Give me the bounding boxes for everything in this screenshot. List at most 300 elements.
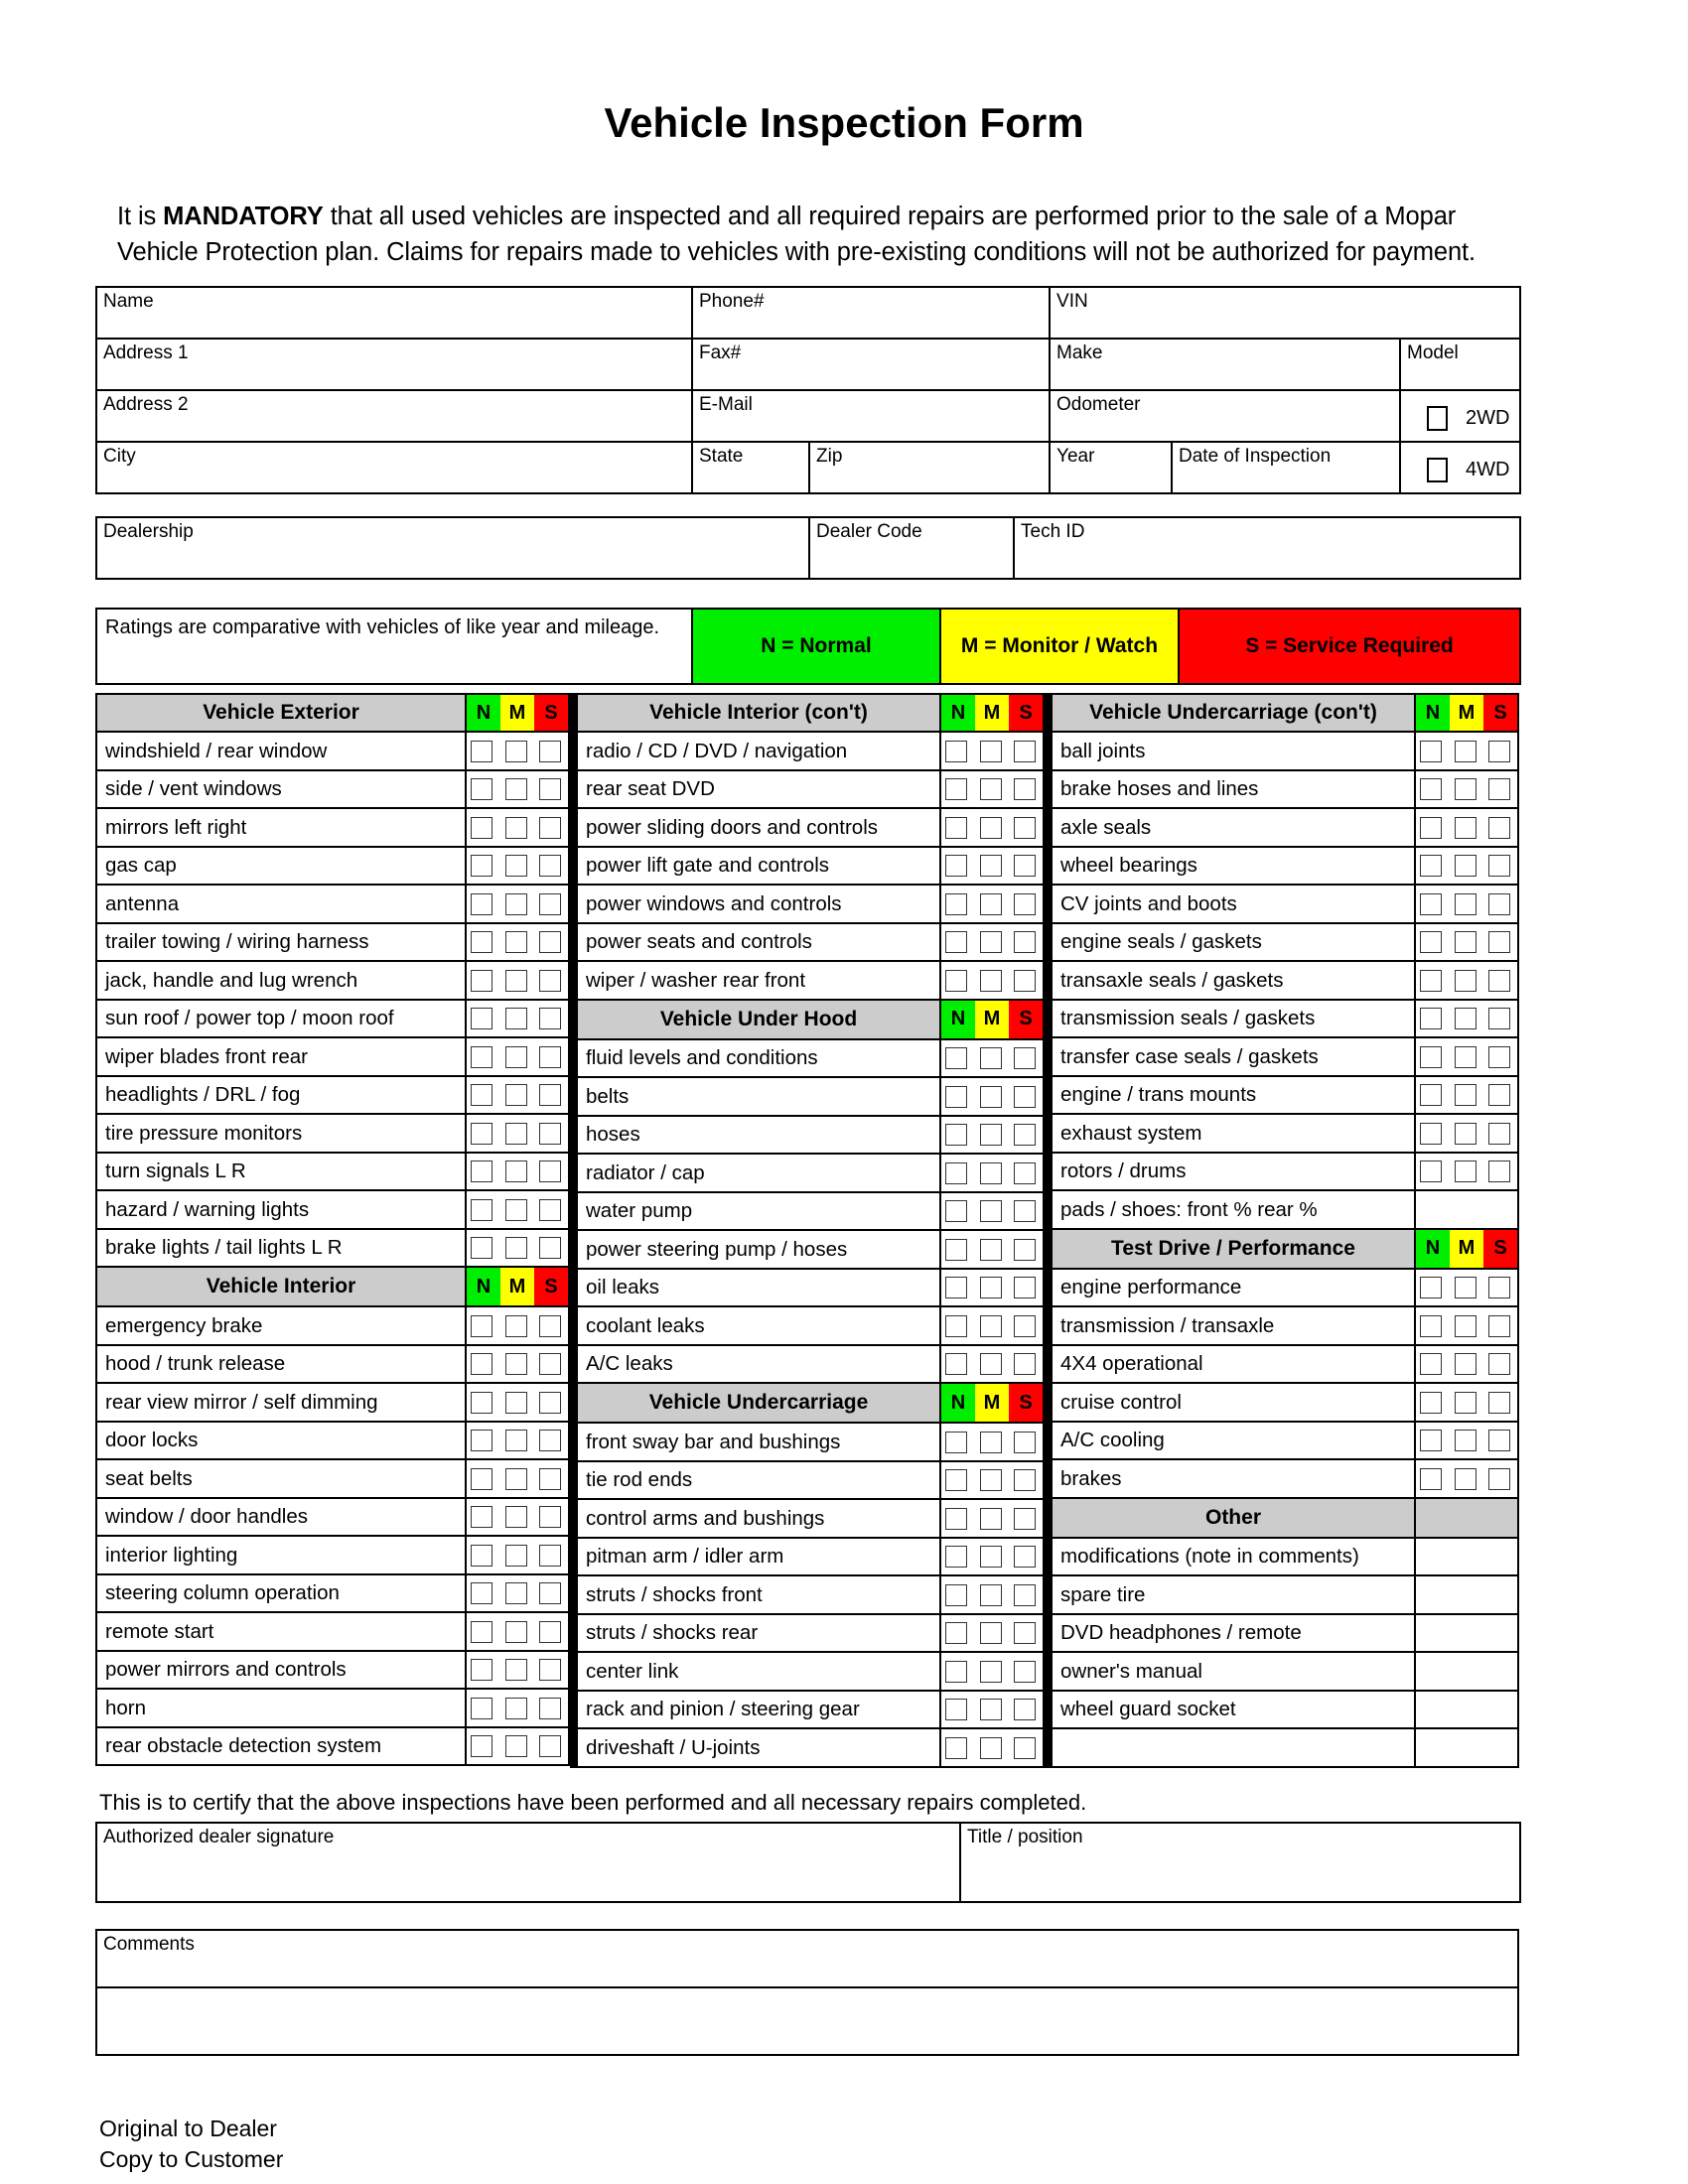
field-vin[interactable]: VIN — [1050, 287, 1520, 339]
checkbox-rating-n[interactable] — [1420, 817, 1442, 839]
checkbox-rating-s[interactable] — [539, 1237, 561, 1259]
inspection-item-checkboxes — [1416, 1729, 1519, 1766]
checkbox-rating-s[interactable] — [539, 931, 561, 953]
checkbox-rating-n[interactable] — [945, 1546, 967, 1568]
checkbox-rating-n[interactable] — [471, 931, 492, 953]
checkbox-rating-s[interactable] — [1014, 931, 1036, 953]
checkbox-rating-s[interactable] — [1488, 1046, 1510, 1068]
checkbox-rating-n[interactable] — [1420, 1277, 1442, 1298]
checkbox-rating-s[interactable] — [1488, 931, 1510, 953]
field-make[interactable]: Make — [1050, 339, 1400, 390]
checkbox-rating-n[interactable] — [471, 1123, 492, 1145]
inspection-item-row — [95, 924, 570, 963]
inspection-item-row — [1051, 1576, 1519, 1615]
checkbox-rating-s[interactable] — [539, 970, 561, 992]
checkbox-rating-m[interactable] — [1455, 1430, 1477, 1451]
checkbox-4wd[interactable] — [1427, 458, 1448, 482]
checkbox-rating-n[interactable] — [945, 1584, 967, 1606]
inspection-item-label: rear seat DVD — [576, 771, 941, 808]
checkbox-rating-s[interactable] — [1014, 1200, 1036, 1222]
checkbox-rating-m[interactable] — [505, 893, 527, 915]
checkbox-rating-m[interactable] — [505, 778, 527, 800]
checkbox-rating-s[interactable] — [539, 1315, 561, 1337]
checkbox-rating-s[interactable] — [1488, 1277, 1510, 1298]
checkbox-rating-m[interactable] — [505, 1084, 527, 1106]
checkbox-rating-m[interactable] — [505, 1237, 527, 1259]
checkbox-rating-n[interactable] — [471, 1545, 492, 1567]
checkbox-rating-n[interactable] — [1420, 1430, 1442, 1451]
checkbox-rating-n[interactable] — [471, 1237, 492, 1259]
inspection-item-checkboxes — [467, 1499, 570, 1536]
checkbox-rating-n[interactable] — [945, 1622, 967, 1644]
inspection-item-label: power sliding doors and controls — [576, 809, 941, 846]
checkbox-rating-m[interactable] — [505, 1160, 527, 1182]
rating-header-s: S — [534, 695, 568, 731]
inspection-item-checkboxes — [941, 1692, 1045, 1728]
checkbox-rating-n[interactable] — [945, 931, 967, 953]
checkbox-rating-m[interactable] — [505, 855, 527, 877]
checkbox-rating-s[interactable] — [539, 1084, 561, 1106]
checkbox-rating-m[interactable] — [980, 1469, 1002, 1491]
checkbox-rating-n[interactable] — [945, 1661, 967, 1683]
inspection-item-label: rear obstacle detection system — [95, 1728, 467, 1765]
field-state[interactable]: State — [692, 442, 809, 493]
field-comments[interactable]: Comments — [96, 1930, 1518, 1987]
checkbox-rating-s[interactable] — [539, 1008, 561, 1029]
checkbox-rating-m[interactable] — [980, 1622, 1002, 1644]
checkbox-rating-n[interactable] — [1420, 778, 1442, 800]
inspection-item-checkboxes — [1416, 733, 1519, 769]
checkbox-rating-s[interactable] — [1488, 1084, 1510, 1106]
checkbox-rating-s[interactable] — [539, 1659, 561, 1681]
checkbox-rating-m[interactable] — [505, 1353, 527, 1375]
checkbox-rating-n[interactable] — [1420, 741, 1442, 762]
checkbox-rating-m[interactable] — [505, 1430, 527, 1451]
field-odometer[interactable]: Odometer — [1050, 390, 1400, 442]
checkbox-rating-s[interactable] — [1488, 1392, 1510, 1414]
checkbox-rating-m[interactable] — [980, 1432, 1002, 1453]
checkbox-rating-n[interactable] — [471, 1735, 492, 1757]
checkbox-rating-n[interactable] — [471, 1315, 492, 1337]
checkbox-rating-m[interactable] — [980, 778, 1002, 800]
checkbox-rating-n[interactable] — [471, 1353, 492, 1375]
checkbox-rating-s[interactable] — [1014, 893, 1036, 915]
checkbox-rating-n[interactable] — [471, 1506, 492, 1528]
checkbox-rating-m[interactable] — [1455, 970, 1477, 992]
checkbox-rating-s[interactable] — [1014, 741, 1036, 762]
inspection-item-row — [95, 1154, 570, 1192]
checkbox-rating-s[interactable] — [1488, 741, 1510, 762]
inspection-item-row — [1051, 924, 1519, 963]
checkbox-rating-s[interactable] — [539, 1698, 561, 1719]
inspection-item-label: brake hoses and lines — [1051, 771, 1416, 808]
inspection-item-checkboxes — [467, 1537, 570, 1573]
checkbox-rating-s[interactable] — [1488, 778, 1510, 800]
field-address2[interactable]: Address 2 — [96, 390, 692, 442]
checkbox-rating-s[interactable] — [1488, 1008, 1510, 1029]
ratings-legend — [95, 608, 1521, 685]
checkbox-rating-m[interactable] — [980, 1737, 1002, 1759]
checkbox-rating-m[interactable] — [1455, 1392, 1477, 1414]
inspection-item-row — [576, 924, 1045, 963]
checkbox-rating-n[interactable] — [945, 1162, 967, 1184]
field-address1[interactable]: Address 1 — [96, 339, 692, 390]
checkbox-rating-m[interactable] — [980, 1162, 1002, 1184]
checkbox-rating-m[interactable] — [505, 1735, 527, 1757]
checkbox-rating-m[interactable] — [980, 855, 1002, 877]
checkbox-rating-n[interactable] — [945, 1699, 967, 1720]
checkbox-rating-n[interactable] — [1420, 1008, 1442, 1029]
checkbox-rating-n[interactable] — [945, 1432, 967, 1453]
checkbox-rating-m[interactable] — [1455, 931, 1477, 953]
checkbox-rating-n[interactable] — [945, 1200, 967, 1222]
inspection-item-row — [576, 771, 1045, 810]
checkbox-rating-m[interactable] — [505, 741, 527, 762]
checkbox-rating-s[interactable] — [539, 1199, 561, 1221]
checkbox-rating-s[interactable] — [1014, 1699, 1036, 1720]
checkbox-rating-n[interactable] — [471, 1430, 492, 1451]
field-fax[interactable]: Fax# — [692, 339, 1050, 390]
checkbox-rating-s[interactable] — [1014, 778, 1036, 800]
checkbox-rating-s[interactable] — [539, 1160, 561, 1182]
checkbox-rating-n[interactable] — [471, 1084, 492, 1106]
checkbox-rating-m[interactable] — [1455, 1046, 1477, 1068]
checkbox-rating-n[interactable] — [471, 1199, 492, 1221]
inspection-item-checkboxes — [1416, 1115, 1519, 1152]
checkbox-rating-s[interactable] — [539, 893, 561, 915]
inspection-item-checkboxes — [941, 1231, 1045, 1268]
checkbox-rating-s[interactable] — [1488, 970, 1510, 992]
section-header-row — [576, 1384, 1045, 1424]
checkbox-rating-m[interactable] — [505, 1582, 527, 1604]
checkbox-rating-m[interactable] — [505, 1621, 527, 1643]
inspection-item-row — [95, 771, 570, 810]
checkbox-rating-s[interactable] — [1488, 1430, 1510, 1451]
rating-header-n: N — [941, 1384, 975, 1422]
inspection-item-label: rotors / drums — [1051, 1154, 1416, 1190]
checkbox-rating-n[interactable] — [945, 1086, 967, 1108]
checkbox-rating-m[interactable] — [980, 1661, 1002, 1683]
field-comments-blank[interactable] — [96, 1987, 1518, 2055]
checkbox-rating-n[interactable] — [471, 893, 492, 915]
checkbox-rating-s[interactable] — [539, 1353, 561, 1375]
inspection-item-label: pads / shoes: front % rear % — [1051, 1191, 1416, 1228]
section-header-marks — [941, 695, 1045, 731]
inspection-item-checkboxes — [1416, 1460, 1519, 1497]
inspection-item-checkboxes — [941, 1653, 1045, 1690]
checkbox-rating-m[interactable] — [980, 1239, 1002, 1261]
checkbox-rating-m[interactable] — [1455, 741, 1477, 762]
checkbox-rating-m[interactable] — [505, 817, 527, 839]
checkbox-rating-m[interactable] — [980, 1353, 1002, 1375]
checkbox-rating-n[interactable] — [471, 1582, 492, 1604]
checkbox-rating-s[interactable] — [1488, 1160, 1510, 1182]
checkbox-rating-m[interactable] — [505, 1468, 527, 1490]
checkbox-rating-m[interactable] — [1455, 1315, 1477, 1337]
checkbox-rating-s[interactable] — [1488, 817, 1510, 839]
checkbox-rating-m[interactable] — [1455, 817, 1477, 839]
inspection-item-row — [576, 1462, 1045, 1501]
inspection-item-row — [95, 1191, 570, 1230]
checkbox-rating-n[interactable] — [945, 893, 967, 915]
checkbox-rating-n[interactable] — [945, 1508, 967, 1530]
field-model[interactable]: Model — [1400, 339, 1520, 390]
checkbox-rating-s[interactable] — [539, 855, 561, 877]
checkbox-rating-s[interactable] — [1488, 1123, 1510, 1145]
checkbox-rating-m[interactable] — [980, 1277, 1002, 1298]
inspection-item-label: oil leaks — [576, 1270, 941, 1306]
checkbox-rating-s[interactable] — [539, 1621, 561, 1643]
checkbox-rating-s[interactable] — [1014, 1622, 1036, 1644]
inspection-item-checkboxes — [1416, 886, 1519, 922]
checkbox-rating-n[interactable] — [945, 970, 967, 992]
checkbox-rating-n[interactable] — [945, 817, 967, 839]
label-2wd: 2WD — [1466, 407, 1510, 430]
checkbox-rating-n[interactable] — [1420, 1353, 1442, 1375]
checkbox-rating-m[interactable] — [980, 1584, 1002, 1606]
checkbox-rating-s[interactable] — [1014, 1277, 1036, 1298]
checkbox-rating-m[interactable] — [1455, 855, 1477, 877]
checkbox-rating-n[interactable] — [1420, 1084, 1442, 1106]
checkbox-rating-m[interactable] — [505, 1659, 527, 1681]
checkbox-rating-n[interactable] — [945, 1737, 967, 1759]
inspection-item-row — [576, 809, 1045, 848]
checkbox-rating-m[interactable] — [980, 1546, 1002, 1568]
checkbox-rating-m[interactable] — [980, 1124, 1002, 1146]
checkbox-rating-m[interactable] — [980, 817, 1002, 839]
inspection-item-row — [1051, 1346, 1519, 1385]
checkbox-rating-n[interactable] — [945, 1353, 967, 1375]
checkbox-rating-n[interactable] — [1420, 1392, 1442, 1414]
checkbox-rating-s[interactable] — [539, 1582, 561, 1604]
checkbox-rating-s[interactable] — [539, 1545, 561, 1567]
checkbox-rating-n[interactable] — [1420, 931, 1442, 953]
field-year[interactable]: Year — [1050, 442, 1172, 493]
checkbox-rating-m[interactable] — [505, 1008, 527, 1029]
checkbox-rating-n[interactable] — [471, 970, 492, 992]
checkbox-rating-n[interactable] — [945, 1239, 967, 1261]
checkbox-rating-n[interactable] — [1420, 970, 1442, 992]
checkbox-rating-m[interactable] — [1455, 1468, 1477, 1490]
checkbox-rating-m[interactable] — [505, 1506, 527, 1528]
inspection-item-row — [95, 1230, 570, 1269]
checkbox-rating-m[interactable] — [505, 1123, 527, 1145]
checkbox-rating-m[interactable] — [505, 1392, 527, 1414]
inspection-item-checkboxes — [941, 1193, 1045, 1230]
checkbox-rating-n[interactable] — [1420, 1123, 1442, 1145]
checkbox-rating-m[interactable] — [1455, 1353, 1477, 1375]
checkbox-rating-m[interactable] — [980, 1047, 1002, 1069]
checkbox-rating-s[interactable] — [1014, 817, 1036, 839]
checkbox-rating-m[interactable] — [1455, 1008, 1477, 1029]
checkbox-rating-s[interactable] — [1014, 1584, 1036, 1606]
checkbox-rating-s[interactable] — [1014, 1469, 1036, 1491]
rating-header-s: S — [1009, 1001, 1043, 1038]
checkbox-rating-s[interactable] — [1014, 1737, 1036, 1759]
checkbox-rating-m[interactable] — [505, 1315, 527, 1337]
checkbox-rating-m[interactable] — [1455, 1084, 1477, 1106]
checkbox-rating-n[interactable] — [945, 1124, 967, 1146]
inspection-item-label: engine / trans mounts — [1051, 1077, 1416, 1114]
inspection-item-label: engine performance — [1051, 1270, 1416, 1306]
checkbox-rating-n[interactable] — [1420, 855, 1442, 877]
checkbox-rating-s[interactable] — [1488, 1468, 1510, 1490]
inspection-item-checkboxes — [467, 771, 570, 808]
checkbox-rating-m[interactable] — [1455, 893, 1477, 915]
checkbox-rating-n[interactable] — [471, 741, 492, 762]
checkbox-rating-n[interactable] — [471, 1008, 492, 1029]
field-city[interactable]: City — [96, 442, 692, 493]
section-header-marks — [1416, 695, 1519, 731]
checkbox-rating-n[interactable] — [471, 1698, 492, 1719]
inspection-item-row — [1051, 1539, 1519, 1577]
checkbox-rating-n[interactable] — [1420, 893, 1442, 915]
checkbox-rating-m[interactable] — [505, 1698, 527, 1719]
checkbox-rating-s[interactable] — [1014, 855, 1036, 877]
checkbox-rating-m[interactable] — [980, 1200, 1002, 1222]
checkbox-rating-n[interactable] — [471, 1046, 492, 1068]
checkbox-rating-m[interactable] — [505, 970, 527, 992]
checkbox-rating-s[interactable] — [1014, 1661, 1036, 1683]
checkbox-rating-s[interactable] — [1488, 1315, 1510, 1337]
checkbox-rating-n[interactable] — [945, 741, 967, 762]
inspection-item-label: radio / CD / DVD / navigation — [576, 733, 941, 769]
field-phone[interactable]: Phone# — [692, 287, 1050, 339]
inspection-item-row — [95, 1499, 570, 1538]
inspection-item-row — [576, 733, 1045, 771]
checkbox-rating-n[interactable] — [945, 1315, 967, 1337]
section-header-title: Vehicle Undercarriage (con't) — [1051, 695, 1416, 731]
field-date-of-inspection[interactable]: Date of Inspection — [1172, 442, 1400, 493]
inspection-item-checkboxes — [1416, 1346, 1519, 1383]
comments-table — [95, 1929, 1519, 2056]
checkbox-rating-s[interactable] — [539, 1046, 561, 1068]
checkbox-rating-s[interactable] — [539, 1430, 561, 1451]
checkbox-rating-n[interactable] — [471, 1659, 492, 1681]
inspection-item-checkboxes — [941, 1346, 1045, 1383]
checkbox-rating-n[interactable] — [1420, 1160, 1442, 1182]
checkbox-rating-n[interactable] — [945, 1277, 967, 1298]
checkbox-rating-n[interactable] — [945, 1047, 967, 1069]
checkbox-rating-m[interactable] — [980, 1315, 1002, 1337]
checkbox-rating-n[interactable] — [1420, 1315, 1442, 1337]
checkbox-rating-s[interactable] — [1014, 1315, 1036, 1337]
inspection-item-checkboxes — [941, 1117, 1045, 1154]
checkbox-rating-m[interactable] — [1455, 1123, 1477, 1145]
checkbox-rating-m[interactable] — [980, 931, 1002, 953]
checkbox-rating-s[interactable] — [1014, 1047, 1036, 1069]
checkbox-rating-n[interactable] — [1420, 1046, 1442, 1068]
checkbox-rating-n[interactable] — [471, 855, 492, 877]
inspection-item-checkboxes — [941, 1270, 1045, 1306]
checkbox-rating-n[interactable] — [945, 778, 967, 800]
field-name[interactable]: Name — [96, 287, 692, 339]
checkbox-rating-s[interactable] — [539, 1735, 561, 1757]
checkbox-rating-m[interactable] — [980, 1508, 1002, 1530]
inspection-item-checkboxes — [1416, 848, 1519, 885]
checkbox-rating-m[interactable] — [980, 893, 1002, 915]
checkbox-rating-m[interactable] — [505, 1046, 527, 1068]
checkbox-rating-n[interactable] — [471, 1392, 492, 1414]
inspection-item-checkboxes — [467, 733, 570, 769]
checkbox-rating-n[interactable] — [945, 1469, 967, 1491]
checkbox-rating-s[interactable] — [539, 1392, 561, 1414]
inspection-item-row — [1051, 1154, 1519, 1192]
checkbox-rating-m[interactable] — [980, 741, 1002, 762]
inspection-item-label: pitman arm / idler arm — [576, 1539, 941, 1575]
checkbox-rating-m[interactable] — [1455, 1160, 1477, 1182]
checkbox-rating-n[interactable] — [471, 1160, 492, 1182]
inspection-item-row — [1051, 1270, 1519, 1308]
checkbox-rating-s[interactable] — [1014, 1162, 1036, 1184]
checkbox-rating-m[interactable] — [505, 1545, 527, 1567]
checkbox-rating-s[interactable] — [539, 778, 561, 800]
checkbox-rating-s[interactable] — [1014, 1239, 1036, 1261]
checkbox-rating-m[interactable] — [980, 1699, 1002, 1720]
rating-header-n: N — [941, 695, 975, 731]
field-tech-id[interactable]: Tech ID — [1014, 517, 1520, 579]
checkbox-rating-s[interactable] — [1488, 855, 1510, 877]
section-header-marks — [1416, 1499, 1519, 1537]
checkbox-rating-s[interactable] — [539, 1123, 561, 1145]
checkbox-rating-n[interactable] — [471, 778, 492, 800]
checkbox-rating-s[interactable] — [539, 741, 561, 762]
inspection-item-row — [1051, 1191, 1519, 1230]
inspection-item-row — [576, 1193, 1045, 1232]
inspection-item-row — [576, 1307, 1045, 1346]
inspection-item-label: struts / shocks front — [576, 1576, 941, 1613]
checkbox-rating-s[interactable] — [1014, 1124, 1036, 1146]
checkbox-rating-m[interactable] — [980, 970, 1002, 992]
checkbox-rating-s[interactable] — [539, 1468, 561, 1490]
checkbox-rating-s[interactable] — [1014, 1432, 1036, 1453]
checkbox-rating-s[interactable] — [1014, 1546, 1036, 1568]
inspection-item-label: jack, handle and lug wrench — [95, 962, 467, 999]
checkbox-rating-n[interactable] — [945, 855, 967, 877]
checkbox-rating-m[interactable] — [1455, 1277, 1477, 1298]
field-dealer-code[interactable]: Dealer Code — [809, 517, 1014, 579]
checkbox-rating-m[interactable] — [505, 931, 527, 953]
inspection-item-label: trailer towing / wiring harness — [95, 924, 467, 961]
checkbox-rating-n[interactable] — [471, 1468, 492, 1490]
field-dealership[interactable]: Dealership — [96, 517, 809, 579]
field-title-position[interactable]: Title / position — [960, 1823, 1520, 1902]
inspection-item-label: power lift gate and controls — [576, 848, 941, 885]
inspection-item-label: wiper blades front rear — [95, 1038, 467, 1075]
checkbox-rating-s[interactable] — [1014, 1508, 1036, 1530]
checkbox-2wd[interactable] — [1427, 406, 1448, 431]
inspection-item-checkboxes — [941, 1615, 1045, 1652]
checkbox-rating-n[interactable] — [471, 817, 492, 839]
checkbox-rating-n[interactable] — [1420, 1468, 1442, 1490]
section-header-marks — [467, 1268, 570, 1305]
field-authorized-signature[interactable]: Authorized dealer signature — [96, 1823, 960, 1902]
checkbox-rating-s[interactable] — [1014, 970, 1036, 992]
checkbox-rating-s[interactable] — [539, 1506, 561, 1528]
checkbox-rating-m[interactable] — [980, 1086, 1002, 1108]
checkbox-rating-s[interactable] — [1488, 893, 1510, 915]
checkbox-rating-s[interactable] — [1488, 1353, 1510, 1375]
field-email[interactable]: E-Mail — [692, 390, 1050, 442]
checkbox-rating-n[interactable] — [471, 1621, 492, 1643]
checkbox-rating-m[interactable] — [1455, 778, 1477, 800]
checkbox-rating-m[interactable] — [505, 1199, 527, 1221]
checkbox-rating-s[interactable] — [1014, 1353, 1036, 1375]
inspection-item-label: wheel guard socket — [1051, 1692, 1416, 1728]
checkbox-rating-s[interactable] — [1014, 1086, 1036, 1108]
field-zip[interactable]: Zip — [809, 442, 1050, 493]
checkbox-rating-s[interactable] — [539, 817, 561, 839]
